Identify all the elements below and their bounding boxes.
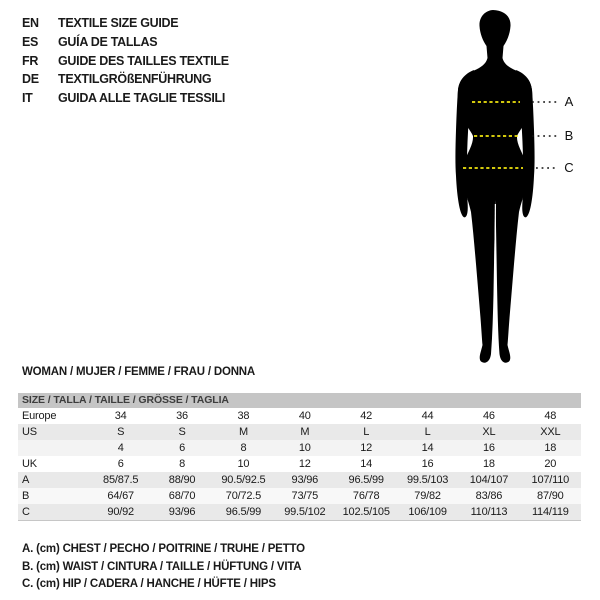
size-cell: 18 [544,442,557,454]
size-cell: 83/86 [475,490,503,502]
size-cell: 16 [483,442,495,454]
size-cell: 20 [544,458,557,470]
size-cell: 18 [483,458,495,470]
row-label: C [22,506,30,518]
size-cell: S [117,426,125,438]
size-cell: 104/107 [469,474,509,486]
size-cell: 93/96 [291,474,319,486]
language-row-en [22,14,229,33]
measurement-legend [22,541,305,594]
size-row-us-numeric [18,440,581,456]
row-label: B [22,490,30,502]
size-cell: 114/119 [531,506,569,518]
size-cell: 6 [179,442,186,454]
size-cell: L [363,426,370,438]
size-cell: 87/90 [537,490,564,502]
size-cell: 85/87.5 [103,474,139,486]
marker-c-label: C [564,160,574,175]
size-cell: 14 [421,442,434,454]
size-cell: 106/109 [408,506,447,518]
size-cell: 6 [117,458,124,470]
size-table-header: SIZE / TALLA / TAILLE / GRÖSSE / TAGLIA [18,393,581,408]
size-cell: 96.5/99 [225,506,262,518]
row-label: A [22,474,30,486]
woman-silhouette-figure [448,4,600,370]
size-row-chest-a [18,472,581,488]
size-cell: 44 [421,410,434,422]
size-cell: 99.5/102 [284,506,326,518]
size-cell: 64/67 [107,490,134,502]
size-row-uk [18,456,581,472]
size-cell: 93/96 [168,506,196,518]
row-label: US [22,426,37,438]
size-cell: 42 [360,410,373,422]
size-cell: 12 [360,442,373,454]
size-row-us [18,424,581,440]
marker-b-label: B [564,128,574,143]
size-cell: 8 [179,458,186,470]
size-cell: M [300,426,310,438]
language-title-block [22,14,229,107]
size-cell: 12 [298,458,311,470]
row-label: Europe [22,410,57,422]
language-row-it [22,89,229,108]
size-cell: 107/110 [531,474,570,486]
language-code: IT [22,91,33,106]
size-cell: 16 [421,458,434,470]
language-code: DE [22,72,39,87]
size-cell: 8 [240,442,247,454]
language-title: GUIDA ALLE TAGLIE TESSILI [58,91,226,106]
size-cell: 38 [237,410,250,422]
size-cell: 88/90 [168,474,196,486]
language-code: EN [22,16,39,31]
size-cell: XXL [540,426,561,438]
marker-a-label: A [564,94,574,109]
legend-chest: A. (cm) CHEST / PECHO / POITRINE / TRUHE / PETTO [22,543,305,555]
language-title: TEXTILE SIZE GUIDE [58,16,179,31]
size-cell: 4 [117,442,124,454]
size-table [18,393,581,521]
size-cell: 48 [544,410,557,422]
language-row-fr [22,51,229,70]
size-cell: S [178,426,186,438]
legend-waist: B. (cm) WAIST / CINTURA / TAILLE / HÜFTUNG / VITA [22,560,302,573]
language-title: TEXTILGRÖßENFÜHRUNG [58,72,212,87]
size-cell: 90/92 [107,506,134,518]
language-title: GUIDE DES TAILLES TEXTILE [58,53,229,68]
size-cell: 10 [237,458,250,470]
size-row-hip-c [18,504,581,520]
size-cell: 110/113 [470,506,508,518]
size-cell: 14 [360,458,373,470]
size-cell: L [424,426,431,438]
size-cell: 102.5/105 [342,506,390,518]
size-cell: 46 [483,410,495,422]
language-code: FR [22,53,39,68]
size-cell: 79/82 [414,490,441,502]
language-code: ES [22,35,39,50]
size-cell: 96.5/99 [348,474,384,486]
size-cell: 76/78 [352,490,380,502]
size-cell: XL [482,426,496,438]
size-cell: 40 [298,410,311,422]
thigh-gap-line [495,204,496,262]
section-title-woman: WOMAN / MUJER / FEMME / FRAU / DONNA [22,366,256,378]
language-row-es [22,33,229,52]
size-cell: 68/70 [168,490,196,502]
size-cell: 10 [298,442,311,454]
size-cell: M [238,426,248,438]
language-title: GUÍA DE TALLAS [58,35,158,50]
size-row-waist-b [18,488,581,504]
size-cell: 36 [176,410,188,422]
legend-hip: C. (cm) HIP / CADERA / HANCHE / HÜFTE / HIPS [22,578,276,590]
size-cell: 90.5/92.5 [221,474,266,486]
size-row-europe [18,408,581,424]
size-cell: 73/75 [291,490,319,502]
row-label: UK [22,458,37,470]
language-row-de [22,70,229,89]
size-cell: 34 [114,410,127,422]
size-cell: 70/72.5 [225,490,262,502]
size-cell: 99.5/103 [406,474,449,486]
